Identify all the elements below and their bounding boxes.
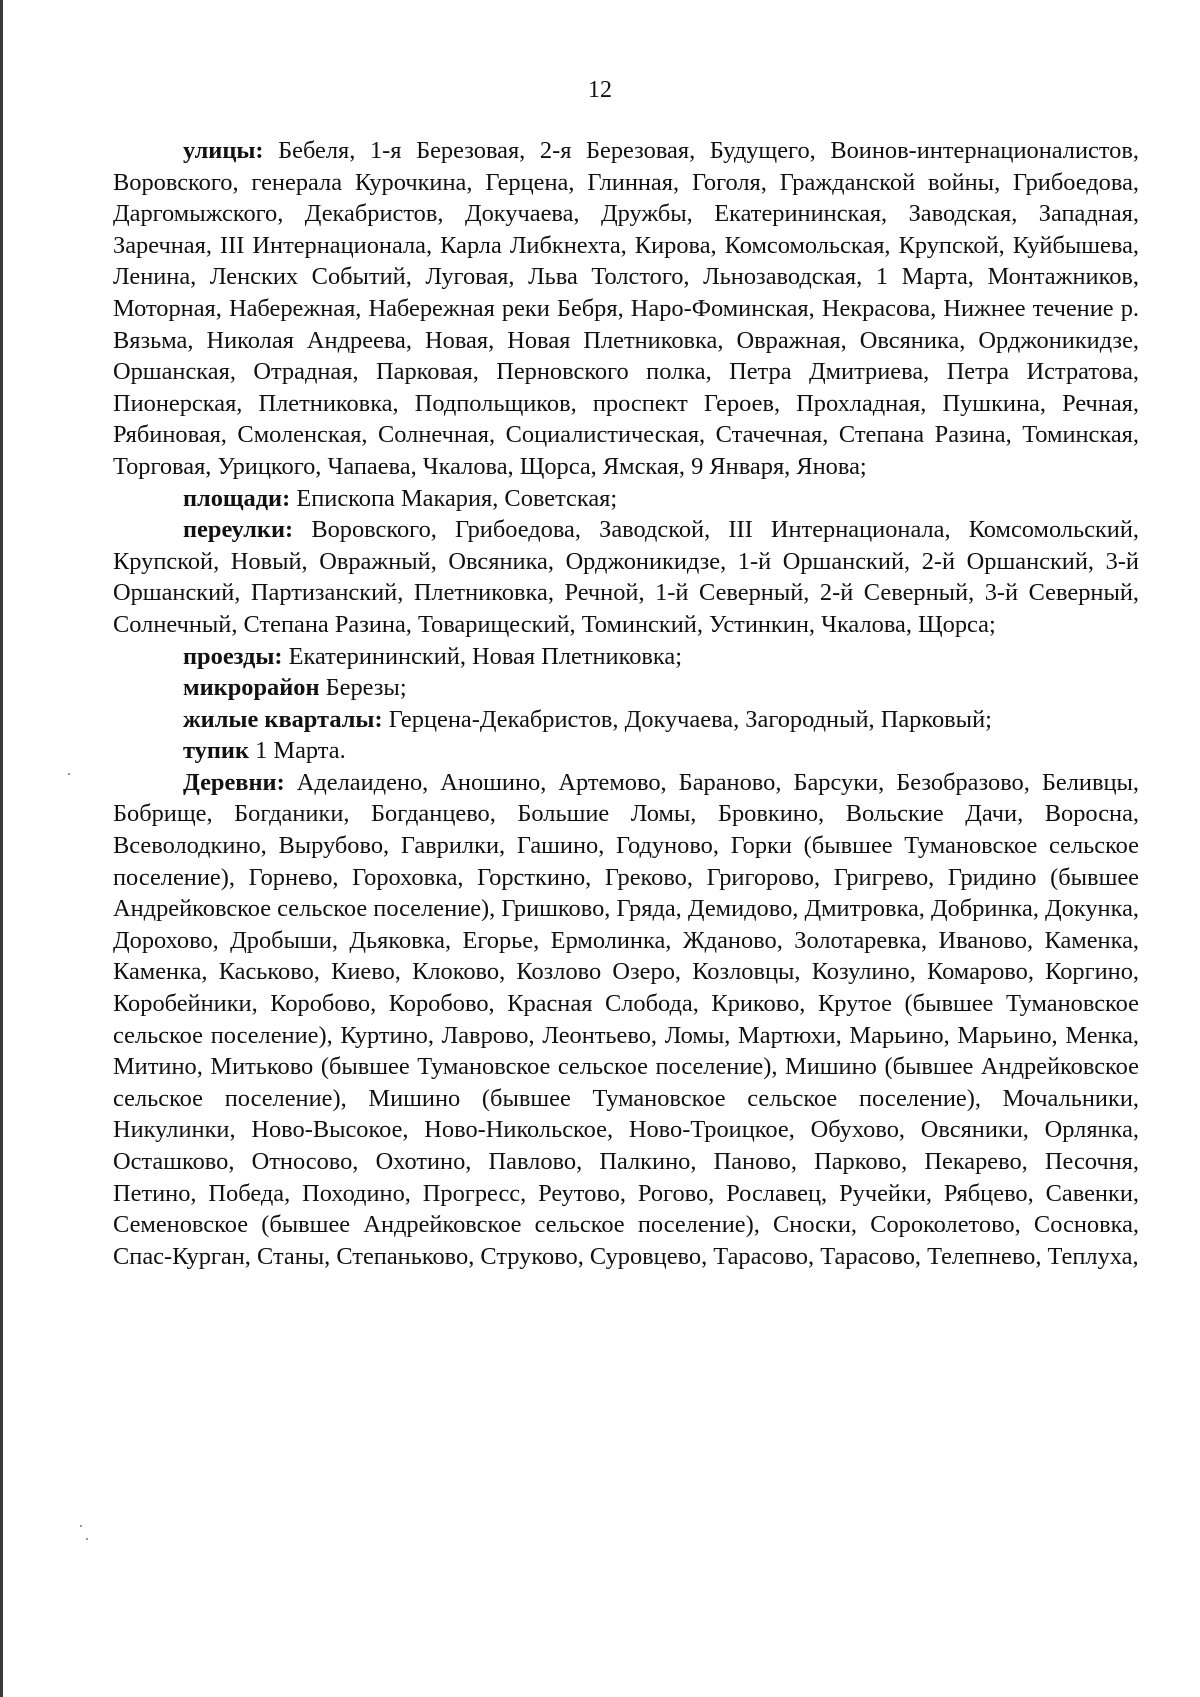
lanes-text: Воровского, Грибоедова, Заводской, III Интернационала, Комсомольский, Крупской, Новый, Овражный, Овсяника, Орджоникидзе, 1-й Оршанский, 2-й Оршанский, 3-й Оршанский, Партизанский, Плетниковка, Речной, 1-й Северный, 2-й Северный, 3-й Северный, Солнечный, Степана Разина, Товарищеский, Томинский, Устинкин, Чкалова, Щорса; xyxy=(113,516,1139,638)
document-body xyxy=(113,135,1139,1272)
villages-text: Аделаидено, Аношино, Артемово, Бараново, Барсуки, Безобразово, Беливцы, Бобрище, Богданики, Богданцево, Большие Ломы, Бровкино, Вольские Дачи, Воросна, Всеволодкино, Вырубово, Гаврилки, Гашино, Годуново, Горки (бывшее Тумановское сельское поселение), Горнево, Гороховка, Горсткино, Греково, Григорово, Григрево, Гридино (бывшее Андрейковское сельское поселение), Гришково, Гряда, Демидово, Дмитровка, Добринка, Докунка, Дорохово, Дробыши, Дьяковка, Егорье, Ермолинка, Жданово, Золотаревка, Иваново, Каменка, Каменка, Каськово, Киево, Клоково, Козлово Озеро, Козловцы, Козулино, Комарово, Коргино, Коробейники, Коробово, Коробово, Красная Слобода, Криково, Крутое (бывшее Тумановское сельское поселение), Куртино, Лаврово, Леонтьево, Ломы, Мартюхи, Марьино, Марьино, Менка, Митино, Митьково (бывшее Тумановское сельское поселение), Мишино (бывшее Андрейковское сельское поселение), Мишино (бывшее Тумановское сельское поселение), Мочальники, Никулинки, Ново-Высокое, Ново-Никольское, Ново-Троицкое, Обухово, Овсяники, Орлянка, Осташково, Относово, Охотино, Павлово, Палкино, Паново, Парково, Пекарево, Песочня, Петино, Победа, Походино, Прогресс, Реутово, Рогово, Рославец, Ручейки, Рябцево, Савенки, Семеновское (бывшее Андрейковское сельское поселение), Сноски, Сороколетово, Сосновка, Спас-Курган, Станы, Степаньково, Струково, Суровцево, Тарасово, Тарасово, Телепнево, Теплуха, xyxy=(113,768,1139,1270)
scan-speck xyxy=(68,773,70,775)
villages-label: Деревни: xyxy=(183,768,285,796)
residential-blocks-paragraph xyxy=(113,704,1139,736)
scan-left-edge xyxy=(0,0,3,1697)
residential-blocks-text: Герцена-Декабристов, Докучаева, Загородный, Парковый; xyxy=(382,705,992,733)
microdistrict-paragraph xyxy=(113,672,1139,704)
residential-blocks-label: жилые кварталы: xyxy=(183,705,383,733)
scan-speck xyxy=(86,1538,88,1540)
squares-label: площади: xyxy=(183,484,291,512)
dead-end-text: 1 Марта. xyxy=(249,737,346,765)
streets-label: улицы: xyxy=(183,137,264,164)
microdistrict-text: Березы; xyxy=(319,674,407,702)
villages-paragraph xyxy=(113,767,1139,1273)
lanes-paragraph xyxy=(113,514,1139,640)
passages-text: Екатерининский, Новая Плетниковка; xyxy=(282,642,682,670)
squares-text: Епископа Макария, Советская; xyxy=(290,484,618,512)
passages-paragraph xyxy=(113,641,1139,673)
dead-end-label: тупик xyxy=(183,737,250,765)
dead-end-paragraph xyxy=(113,735,1139,767)
lanes-label: переулки: xyxy=(183,516,294,544)
microdistrict-label: микрорайон xyxy=(183,674,320,702)
page-number: 12 xyxy=(588,77,612,103)
streets-text: Бебеля, 1-я Березовая, 2-я Березовая, Будущего, Воинов-интернационалистов, Воровского, генерала Курочкина, Герцена, Глинная, Гоголя, Гражданской войны, Грибоедова, Даргомыжского, Декабристов, Докучаева, Дружбы, Екатерининская, Заводская, Западная, Заречная, III Интернационала, Карла Либкнехта, Кирова, Комсомольская, Крупской, Куйбышева, Ленина, Ленских Событий, Луговая, Льва Толстого, Льнозаводская, 1 Марта, Монтажников, Моторная, Набережная, Набережная реки Бебря, Наро-Фоминская, Некрасова, Нижнее течение р. Вязьма, Николая Андреева, Новая, Новая Плетниковка, Овражная, Овсяника, Орджоникидзе, Оршанская, Отрадная, Парковая, Перновского полка, Петра Дмитриева, Петра Истратова, Пионерская, Плетниковка, Подпольщиков, проспект Героев, Прохладная, Пушкина, Речная, Рябиновая, Смоленская, Солнечная, Социалистическая, Стачечная, Степана Разина, Томинская, Торговая, Урицкого, Чапаева, Чкалова, Щорса, Ямская, 9 Января, Янова; xyxy=(113,137,1139,480)
squares-paragraph xyxy=(113,483,1139,515)
streets-paragraph xyxy=(113,135,1139,483)
passages-label: проезды: xyxy=(183,642,283,670)
scan-speck xyxy=(80,1525,82,1527)
